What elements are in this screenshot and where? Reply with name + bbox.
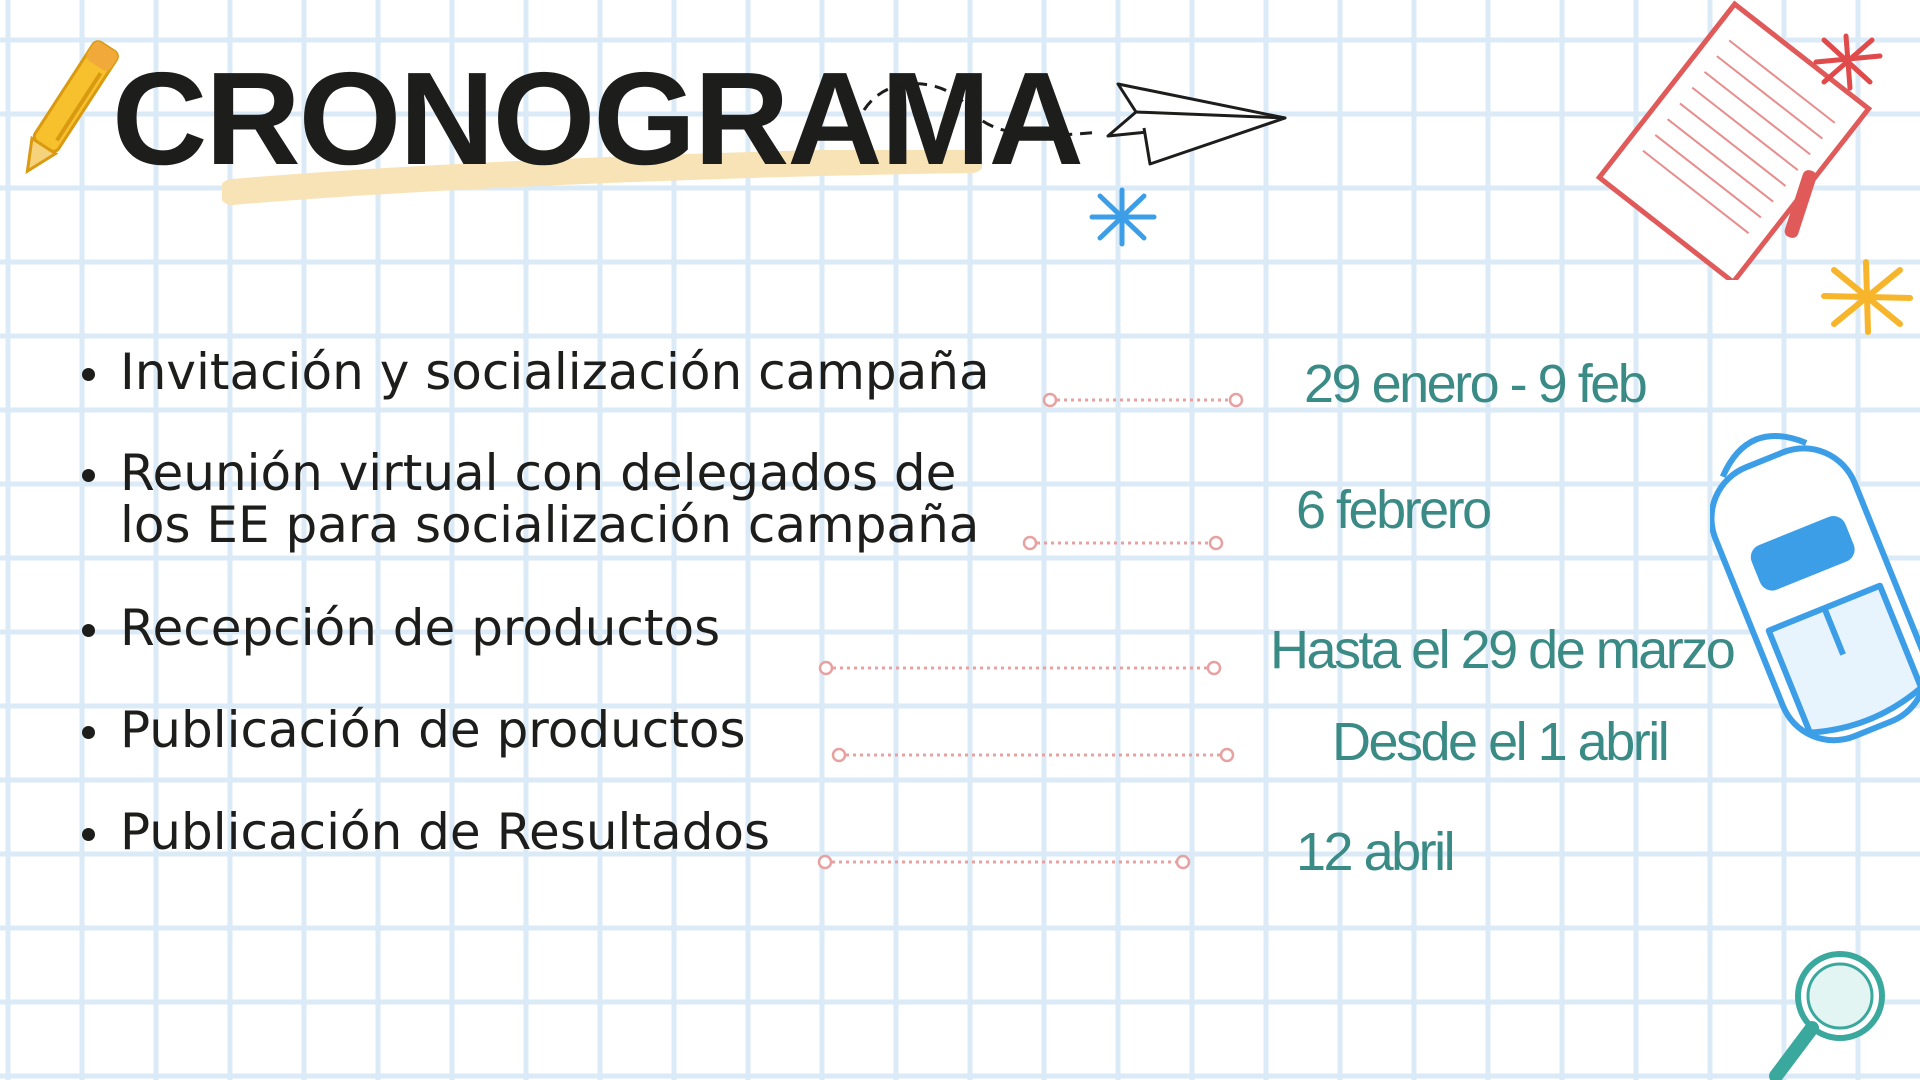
date-label: Hasta el 29 de marzo	[1270, 620, 1734, 680]
item-label: Publicación de productos	[120, 701, 746, 759]
connector-line	[1020, 533, 1230, 553]
connector-line	[815, 852, 1195, 872]
connector-line	[829, 745, 1239, 765]
pencil-icon	[6, 20, 126, 195]
date-label: 6 febrero	[1296, 480, 1490, 540]
paper-plane-icon	[860, 70, 1300, 180]
bullet-icon	[82, 469, 95, 482]
backpack-icon	[1710, 410, 1920, 760]
sparkle-yellow-icon	[1818, 258, 1916, 336]
connector-line	[1040, 390, 1250, 410]
item-label: Invitación y socialización campaña	[120, 343, 990, 401]
page-title: CRONOGRAMA	[112, 45, 1082, 192]
bullet-icon	[82, 726, 95, 739]
item-label: Recepción de productos	[120, 599, 721, 657]
bullet-icon	[82, 368, 95, 381]
date-label: 29 enero - 9 feb	[1304, 354, 1646, 414]
sparkle-red-icon	[1808, 32, 1888, 92]
date-label: 12 abril	[1296, 822, 1454, 882]
item-label: Reunión virtual con delegados de los EE para socialización campaña	[120, 444, 980, 554]
magnifier-icon	[1760, 940, 1920, 1080]
sparkle-blue-icon	[1082, 184, 1162, 250]
bullet-icon	[82, 624, 95, 637]
bullet-icon	[82, 828, 95, 841]
date-label: Desde el 1 abril	[1332, 712, 1668, 772]
item-label: Publicación de Resultados	[120, 803, 771, 861]
connector-line	[816, 658, 1226, 678]
